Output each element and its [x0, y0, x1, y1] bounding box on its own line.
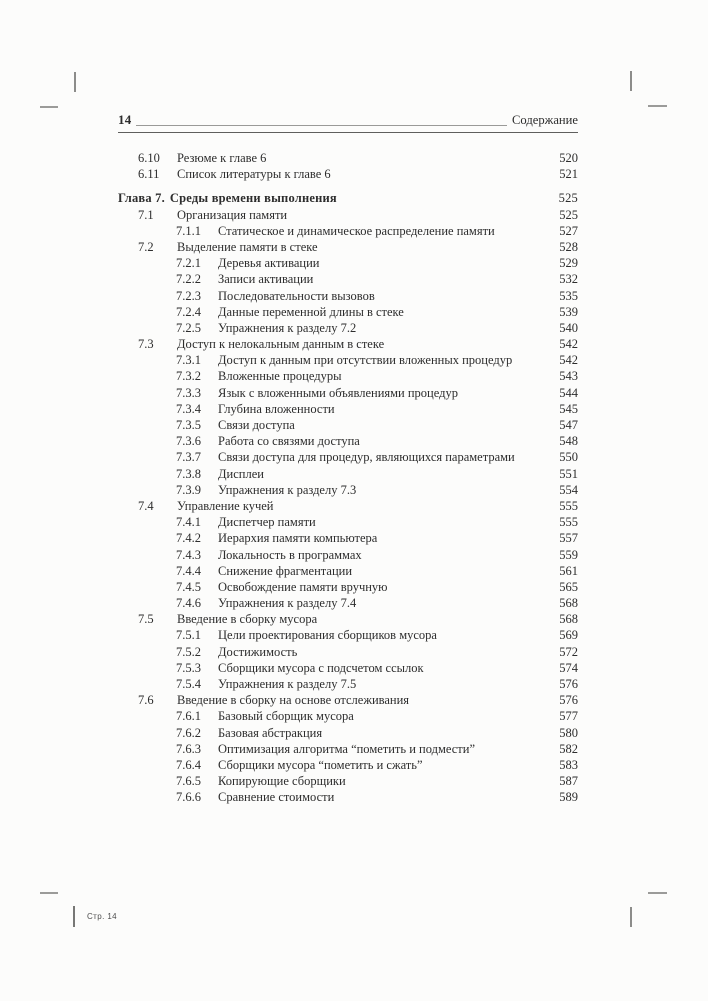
toc-entry-number: 7.5.1: [176, 628, 201, 643]
toc-entry: [118, 417, 578, 433]
toc-entry-title: Управление кучей: [177, 498, 274, 513]
toc-entry-number: 7.3.2: [176, 369, 201, 384]
toc-entry-title: Упражнения к разделу 7.3: [218, 482, 357, 497]
toc-entry-title: Оптимизация алгоритма “пометить и подмести”: [218, 741, 475, 756]
toc-entry-page: 527: [559, 223, 578, 238]
toc-entry-title: Организация памяти: [177, 207, 288, 222]
toc-entry: [118, 676, 578, 692]
toc-entry-title: Доступ к данным при отсутствии вложенных процедур: [218, 353, 513, 368]
toc-entry-page: 532: [559, 272, 578, 287]
toc-entry-number: 7.2.5: [176, 320, 201, 335]
toc-entry-page: 569: [559, 628, 578, 643]
toc-entry-page: 539: [559, 304, 578, 319]
toc-entry-number: 7.3.1: [176, 353, 201, 368]
toc-entry-title: Доступ к нелокальным данным в стеке: [177, 337, 385, 352]
toc-entry-title: Список литературы к главе 6: [177, 167, 331, 182]
toc-entry-number: 7.2.1: [176, 256, 201, 271]
toc-entry-page: 550: [559, 450, 578, 465]
toc-entry-number: 7.2: [138, 239, 154, 254]
toc-entry-title: Введение в сборку на основе отслеживания: [177, 693, 410, 708]
toc-entry-page: 587: [559, 774, 578, 789]
toc-entry-title: Деревья активации: [218, 256, 320, 271]
toc-entry: [118, 336, 578, 352]
crop-mark-bottom-right-horizontal: [648, 892, 667, 894]
toc-entry-title: Вложенные процедуры: [218, 369, 342, 384]
toc-entry: [118, 498, 578, 514]
toc-entry: [118, 660, 578, 676]
toc-entry: [118, 271, 578, 287]
toc-entry-page: 557: [559, 531, 578, 546]
toc-entry-title: Резюме к главе 6: [177, 151, 267, 165]
toc-entry-page: 572: [559, 644, 578, 659]
toc-entry-number: 7.6.2: [176, 725, 201, 740]
toc-entry-number: 7.6.1: [176, 709, 201, 724]
toc-entry: [118, 773, 578, 789]
toc-entry-number: 7.1: [138, 207, 154, 222]
toc-entry: [118, 320, 578, 336]
toc-entry-number: 7.6.4: [176, 757, 201, 772]
toc-entry-title: Базовый сборщик мусора: [218, 709, 354, 724]
toc-entry: [118, 352, 578, 368]
toc-entry-number: 7.5.3: [176, 660, 201, 675]
toc-entry: [118, 514, 578, 530]
toc-entry-number: 6.11: [138, 167, 160, 182]
toc-entry-page: 589: [559, 790, 578, 805]
toc-entry-number: 7.4.4: [176, 563, 201, 578]
toc-entry: [118, 595, 578, 611]
toc-entry-page: 574: [559, 660, 578, 675]
toc-entry-number: 7.3.3: [176, 385, 201, 400]
toc-entry-page: 554: [559, 482, 578, 497]
toc-entry-number: 7.4.2: [176, 531, 201, 546]
toc-entry-page: 540: [559, 320, 578, 335]
toc-entry: [118, 190, 578, 206]
toc-entry-title: Введение в сборку мусора: [177, 612, 318, 627]
toc-entry: [118, 482, 578, 498]
toc-entry: [118, 741, 578, 757]
toc-entry-number: 7.4.5: [176, 579, 201, 594]
toc-entry-page: 559: [559, 547, 578, 562]
crop-mark-top-left-vertical: [74, 72, 76, 92]
toc-entry-number: 7.6: [138, 693, 154, 708]
toc-entry-number: 7.3: [138, 337, 154, 352]
toc-entry-number: 6.10: [138, 151, 160, 165]
toc-entry: [118, 466, 578, 482]
toc-entry-title: Язык с вложенными объявлениями процедур: [218, 385, 458, 400]
toc-entry: [118, 692, 578, 708]
toc-entry-page: 551: [559, 466, 578, 481]
toc-entry: [118, 166, 578, 182]
toc-entry: [118, 368, 578, 384]
toc-entry-page: 583: [559, 757, 578, 772]
toc-entry-number: 7.1.1: [176, 223, 201, 238]
toc-entry: [118, 611, 578, 627]
toc-entry-title: Сборщики мусора с подсчетом ссылок: [218, 660, 424, 675]
toc-entry-title: Среды времени выполнения: [169, 191, 337, 206]
toc-entry: [118, 150, 578, 166]
toc-entry-page: 568: [559, 596, 578, 611]
toc-entry-title: Глубина вложенности: [218, 401, 335, 416]
toc-entry-page: 582: [559, 741, 578, 756]
toc-entry: [118, 789, 578, 805]
header-rule: [118, 132, 578, 133]
toc-entry-number: 7.2.3: [176, 288, 201, 303]
toc-entry-page: 565: [559, 579, 578, 594]
toc-entry: [118, 757, 578, 773]
toc-entry-title: Копирующие сборщики: [218, 774, 346, 789]
toc-entry-page: 528: [559, 239, 578, 254]
crop-mark-bottom-left-horizontal: [40, 892, 58, 894]
toc-entry-title: Освобождение памяти вручную: [218, 579, 388, 594]
toc-entry-page: 547: [559, 418, 578, 432]
toc-entry-number: 7.6.6: [176, 790, 201, 805]
toc-entry-title: Диспетчер памяти: [218, 515, 316, 530]
toc-entry-title: Сборщики мусора “пометить и сжать”: [218, 757, 423, 772]
toc-entry-page: 561: [559, 563, 578, 578]
toc-entry: [118, 288, 578, 304]
toc-entry-title: Достижимость: [218, 644, 298, 659]
toc-entry-number: Глава 7.: [118, 191, 165, 206]
toc-entry-title: Цели проектирования сборщиков мусора: [218, 628, 437, 643]
toc-entry-page: 542: [559, 337, 578, 352]
toc-entry-number: 7.6.3: [176, 741, 201, 756]
toc-entry-page: 576: [559, 677, 578, 691]
toc-entry-title: Локальность в программах: [218, 547, 362, 562]
toc-entry-page: 520: [559, 151, 578, 165]
toc-entry-title: Дисплеи: [218, 466, 264, 481]
toc-entry-page: 543: [559, 369, 578, 384]
toc-entry-title: Связи доступа для процедур, являющихся параметрами: [218, 450, 515, 465]
toc-entry: [118, 223, 578, 239]
toc-entry-page: 576: [559, 693, 578, 708]
crop-mark-bottom-right-vertical: [630, 907, 632, 927]
toc-entry-number: 7.2.4: [176, 304, 201, 319]
toc-entry-page: 535: [559, 288, 578, 303]
toc-entry-number: 7.4.1: [176, 515, 201, 530]
toc-entry-title: Записи активации: [218, 272, 314, 287]
toc-entry-number: 7.3.6: [176, 434, 201, 449]
toc-entry-title: Упражнения к разделу 7.2: [218, 320, 357, 335]
toc-entry: [118, 207, 578, 223]
toc-entry-number: 7.3.8: [176, 466, 201, 481]
toc-entry-title: Последовательности вызовов: [218, 288, 375, 303]
toc-entry-page: 544: [559, 385, 578, 400]
toc-entry-page: 548: [559, 434, 578, 449]
header-page-number: 14: [118, 112, 132, 127]
toc-entry-title: Данные переменной длины в стеке: [218, 304, 404, 319]
toc-entry-title: Связи доступа: [218, 418, 295, 432]
header-running-title: Содержание: [512, 113, 578, 127]
crop-mark-top-right-vertical: [630, 71, 632, 91]
toc-entry-page: 525: [559, 207, 578, 222]
toc-entry-page: 542: [559, 353, 578, 368]
toc-entry-page: 568: [559, 612, 578, 627]
toc-entry: [118, 401, 578, 417]
toc-entry-number: 7.3.4: [176, 401, 201, 416]
toc-entry-number: 7.3.5: [176, 418, 201, 432]
sheet-footer-label: Стр. 14: [87, 912, 118, 921]
toc-entry: [118, 644, 578, 660]
toc-entry-title: Сравнение стоимости: [218, 790, 335, 805]
toc-entry-page: 577: [559, 709, 578, 724]
toc-entry-title: Упражнения к разделу 7.4: [218, 596, 357, 611]
toc-entry: [118, 530, 578, 546]
crop-mark-top-right-horizontal: [648, 105, 667, 107]
toc-entry-number: 7.6.5: [176, 774, 201, 789]
toc-entry-title: Базовая абстракция: [218, 725, 323, 740]
toc-entry: [118, 304, 578, 320]
toc-entry: [118, 547, 578, 563]
toc-entry-number: 7.3.7: [176, 450, 201, 465]
running-head: [118, 111, 578, 133]
toc-entry: [118, 239, 578, 255]
toc-entry-number: 7.3.9: [176, 482, 201, 497]
crop-mark-bottom-left-vertical: [73, 906, 75, 927]
toc-entry-title: Выделение памяти в стеке: [177, 239, 318, 254]
toc-entry-title: Статическое и динамическое распределение памяти: [218, 223, 495, 238]
toc-entry-page: 555: [559, 498, 578, 513]
toc-entry-page: 580: [559, 725, 578, 740]
toc-entry-page: 555: [559, 515, 578, 530]
toc-entry-title: Работа со связями доступа: [218, 434, 360, 449]
toc-entry-number: 7.5: [138, 612, 154, 627]
toc-entry: [118, 449, 578, 465]
toc-entry-page: 521: [559, 167, 578, 182]
toc-entry: [118, 725, 578, 741]
toc-entry-page: 545: [559, 401, 578, 416]
toc-entry: [118, 579, 578, 595]
crop-mark-top-left-horizontal: [40, 106, 58, 108]
toc-entry-title: Упражнения к разделу 7.5: [218, 677, 357, 691]
toc-entry-number: 7.5.4: [176, 677, 201, 691]
toc-entry-number: 7.2.2: [176, 272, 201, 287]
toc-entry-number: 7.4.6: [176, 596, 201, 611]
toc-entry-number: 7.4: [138, 498, 154, 513]
toc-entry: [118, 255, 578, 271]
toc-entry-page: 529: [559, 256, 578, 271]
toc-entry: [118, 385, 578, 401]
toc-entry-number: 7.4.3: [176, 547, 201, 562]
toc-entry: [118, 433, 578, 449]
toc-entry: [118, 563, 578, 579]
header-baseline-rule: [136, 124, 507, 126]
toc-entry-page: 525: [558, 191, 578, 206]
toc-entry: [118, 627, 578, 643]
toc-entry-title: Иерархия памяти компьютера: [218, 531, 378, 546]
toc-entry: [118, 708, 578, 724]
toc-list: [118, 150, 578, 806]
toc-entry-number: 7.5.2: [176, 644, 201, 659]
toc-entry-title: Снижение фрагментации: [218, 563, 353, 578]
